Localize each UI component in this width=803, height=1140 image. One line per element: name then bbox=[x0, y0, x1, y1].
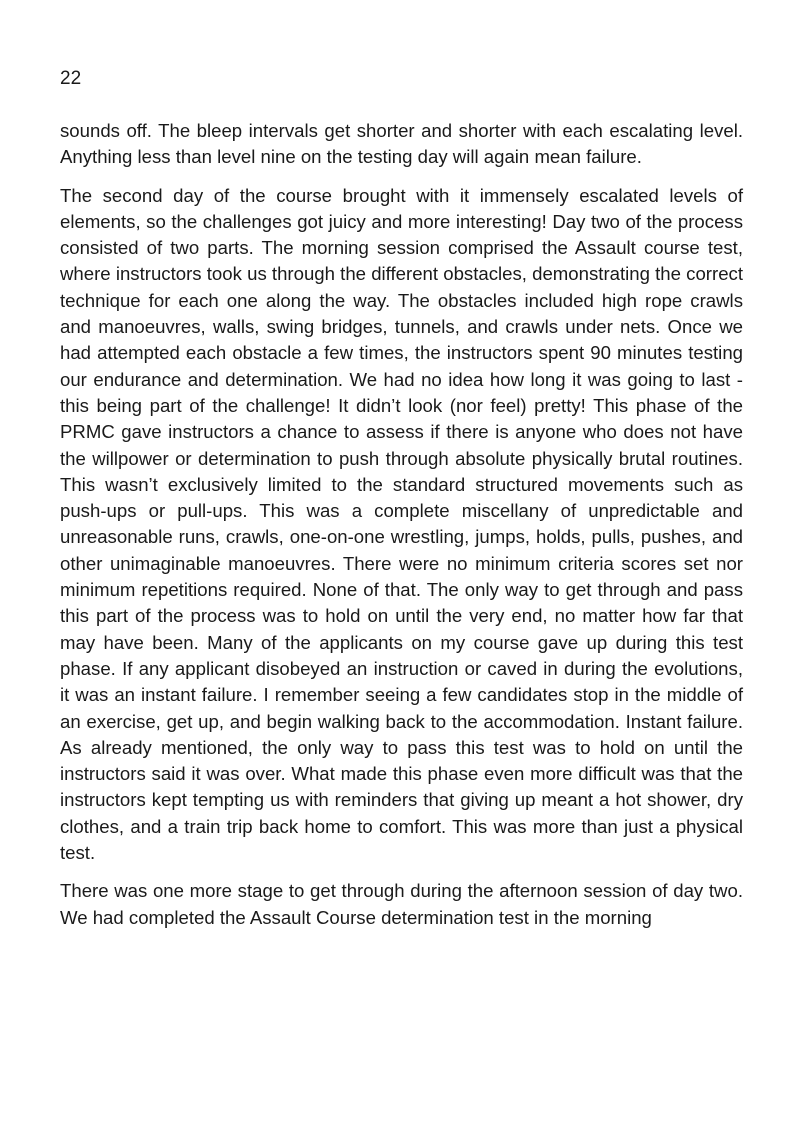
page-body bbox=[60, 118, 743, 943]
paragraph-3: There was one more stage to get through during the afternoon session of day two. We had completed the Assault Course determination test in the morning bbox=[60, 880, 743, 928]
page-number: 22 bbox=[60, 68, 82, 89]
paragraph-2: The second day of the course brought with it immensely escalated levels of elements, so the challenges got juicy and more interesting! Day two of the process consisted of two parts. The morning session comprised the Assault course test, where instructors took us through the different obstacles, demonstrating the correct technique for each one along the way. The obstacles included high rope crawls and manoeuvres, walls, swing bridges, tunnels, and crawls under nets. Once we had attempted each obstacle a few times, the instructors spent 90 minutes testing our endurance and determination. We had no idea how long it was going to last - this being part of the challenge! It didn’t look (nor feel) pretty! This phase of the PRMC gave instructors a chance to assess if there is anyone who does not have the willpower or determination to push through absolute physically brutal routines. This wasn’t exclusively limited to the standard structured movements such as push-ups or pull-ups. This was a complete miscellany of unpredictable and unreasonable runs, crawls, one-on-one wrestling, jumps, holds, pulls, pushes, and other unimaginable manoeuvres. There were no minimum criteria scores set nor minimum repetitions required. None of that. The only way to get through and pass this part of the process was to hold on until the very end, no matter how far that may have been. Many of the applicants on my course gave up during this test phase. If any applicant disobeyed an instruction or caved in during the evolutions, it was an instant failure. I remember seeing a few candidates stop in the middle of an exercise, get up, and begin walking back to the accommodation. Instant failure. As already mentioned, the only way to pass this test was to hold on until the instructors said it was over. What made this phase even more difficult was that the instructors kept tempting us with reminders that giving up meant a hot shower, dry clothes, and a train trip back home to comfort. This was more than just a physical test. bbox=[60, 184, 743, 864]
paragraph-1: sounds off. The bleep intervals get shorter and shorter with each escalating level. Anything less than level nine on the testing day will again mean failure. bbox=[60, 120, 743, 168]
